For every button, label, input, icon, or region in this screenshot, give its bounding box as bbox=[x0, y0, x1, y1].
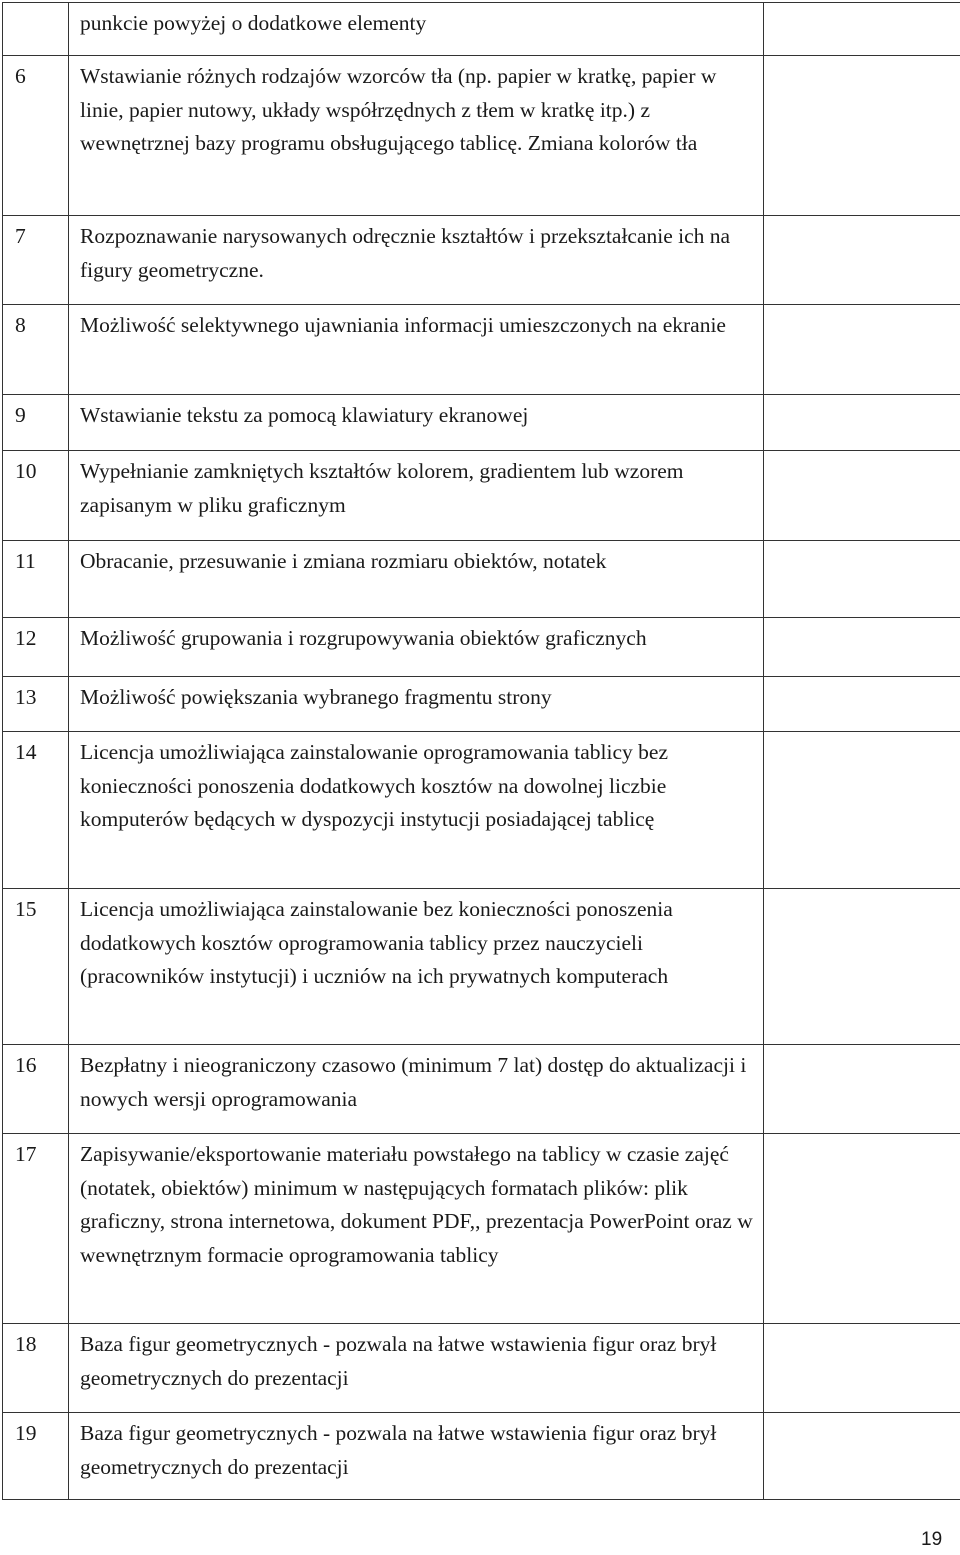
row-number: 16 bbox=[3, 1045, 69, 1134]
table-row bbox=[3, 1045, 960, 1134]
row-number: 7 bbox=[3, 216, 69, 305]
row-description: Baza figur geometrycznych - pozwala na łatwe wstawienia figur oraz brył geometrycznych do prezentacji bbox=[69, 1324, 764, 1413]
row-number: 12 bbox=[3, 618, 69, 677]
row-value-cell bbox=[764, 395, 960, 451]
row-description: Obracanie, przesuwanie i zmiana rozmiaru obiektów, notatek bbox=[69, 541, 764, 618]
row-description: Wstawianie tekstu za pomocą klawiatury ekranowej bbox=[69, 395, 764, 451]
table-row bbox=[3, 216, 960, 305]
table-row bbox=[3, 1324, 960, 1413]
row-number: 9 bbox=[3, 395, 69, 451]
row-description: Bezpłatny i nieograniczony czasowo (minimum 7 lat) dostęp do aktualizacji i nowych wersji oprogramowania bbox=[69, 1045, 764, 1134]
row-description: Licencja umożliwiająca zainstalowanie bez konieczności ponoszenia dodatkowych kosztów oprogramowania tablicy przez nauczycieli (pracowników instytucji) i uczniów na ich prywatnych komputerach bbox=[69, 889, 764, 1045]
row-value-cell bbox=[764, 1045, 960, 1134]
row-number: 11 bbox=[3, 541, 69, 618]
row-value-cell bbox=[764, 677, 960, 732]
row-number: 15 bbox=[3, 889, 69, 1045]
row-number bbox=[3, 3, 69, 56]
row-number: 18 bbox=[3, 1324, 69, 1413]
page-number: 19 bbox=[921, 1529, 943, 1550]
row-value-cell bbox=[764, 1324, 960, 1413]
table-row bbox=[3, 451, 960, 541]
row-number: 13 bbox=[3, 677, 69, 732]
row-number: 10 bbox=[3, 451, 69, 541]
table-row bbox=[3, 305, 960, 395]
row-value-cell bbox=[764, 618, 960, 677]
row-description: Zapisywanie/eksportowanie materiału powstałego na tablicy w czasie zajęć (notatek, obiektów) minimum w następujących formatach plików: plik graficzny, strona internetowa, dokument PDF,, prezentacja PowerPoint oraz w wewnętrznym formacie oprogramowania tablicy bbox=[69, 1134, 764, 1324]
row-description: Możliwość selektywnego ujawniania informacji umieszczonych na ekranie bbox=[69, 305, 764, 395]
table-row bbox=[3, 677, 960, 732]
table-row bbox=[3, 1134, 960, 1324]
row-value-cell bbox=[764, 1413, 960, 1500]
table-row bbox=[3, 889, 960, 1045]
row-number: 14 bbox=[3, 732, 69, 889]
table-row bbox=[3, 56, 960, 216]
row-value-cell bbox=[764, 451, 960, 541]
table-row bbox=[3, 1413, 960, 1500]
row-value-cell bbox=[764, 541, 960, 618]
row-value-cell bbox=[764, 305, 960, 395]
table-row bbox=[3, 541, 960, 618]
requirements-table bbox=[2, 2, 960, 1500]
row-value-cell bbox=[764, 732, 960, 889]
table-row bbox=[3, 732, 960, 889]
row-description: punkcie powyżej o dodatkowe elementy bbox=[69, 3, 764, 56]
row-value-cell bbox=[764, 1134, 960, 1324]
row-description: Wypełnianie zamkniętych kształtów kolorem, gradientem lub wzorem zapisanym w pliku graficznym bbox=[69, 451, 764, 541]
row-value-cell bbox=[764, 3, 960, 56]
row-description: Możliwość grupowania i rozgrupowywania obiektów graficznych bbox=[69, 618, 764, 677]
row-value-cell bbox=[764, 889, 960, 1045]
row-description: Możliwość powiększania wybranego fragmentu strony bbox=[69, 677, 764, 732]
row-number: 17 bbox=[3, 1134, 69, 1324]
row-description: Baza figur geometrycznych - pozwala na łatwe wstawienia figur oraz brył geometrycznych do prezentacji bbox=[69, 1413, 764, 1500]
row-description: Wstawianie różnych rodzajów wzorców tła (np. papier w kratkę, papier w linie, papier nutowy, układy współrzędnych z tłem w kratkę itp.) z wewnętrznej bazy programu obsługującego tablicę. Zmiana kolorów tła bbox=[69, 56, 764, 216]
row-number: 8 bbox=[3, 305, 69, 395]
table-row bbox=[3, 3, 960, 56]
table-row bbox=[3, 618, 960, 677]
row-value-cell bbox=[764, 216, 960, 305]
table-row bbox=[3, 395, 960, 451]
row-number: 19 bbox=[3, 1413, 69, 1500]
row-value-cell bbox=[764, 56, 960, 216]
row-number: 6 bbox=[3, 56, 69, 216]
row-description: Licencja umożliwiająca zainstalowanie oprogramowania tablicy bez konieczności ponoszenia dodatkowych kosztów na dowolnej liczbie komputerów będących w dyspozycji instytucji posiadającej tablicę bbox=[69, 732, 764, 889]
row-description: Rozpoznawanie narysowanych odręcznie kształtów i przekształcanie ich na figury geometryczne. bbox=[69, 216, 764, 305]
